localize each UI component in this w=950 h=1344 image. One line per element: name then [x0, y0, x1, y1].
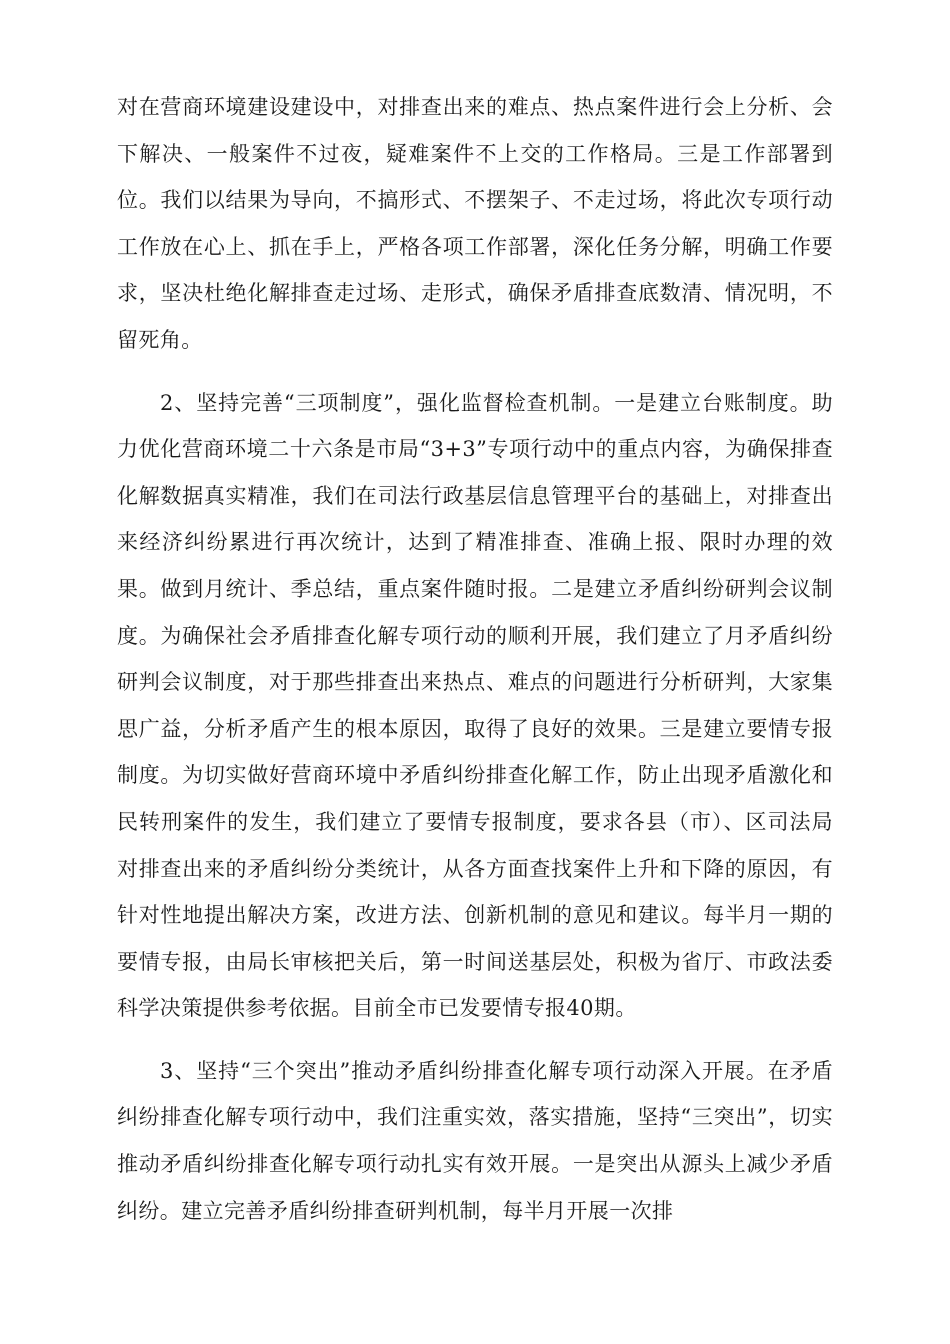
- document-body: [117, 84, 833, 1234]
- paragraph-three-systems: 2、坚持完善“三项制度”，强化监督检查机制。一是建立台账制度。助力优化营商环境二十六条是市局“3+3”专项行动中的重点内容，为确保排查化解数据真实精准，我们在司法行政基层信息管理平台的基础上，对排查出来经济纠纷累进行再次统计，达到了精准排查、准确上报、限时办理的效果。做到月统计、季总结，重点案件随时报。二是建立矛盾纠纷研判会议制度。为确保社会矛盾排查化解专项行动的顺利开展，我们建立了月矛盾纠纷研判会议制度，对于那些排查出来热点、难点的问题进行分析研判，大家集思广益，分析矛盾产生的根本原因，取得了良好的效果。三是建立要情专报制度。为切实做好营商环境中矛盾纠纷排查化解工作，防止出现矛盾激化和民转刑案件的发生，我们建立了要情专报制度，要求各县（市）、区司法局对排查出来的矛盾纠纷分类统计，从各方面查找案件上升和下降的原因，有针对性地提出解决方案，改进方法、创新机制的意见和建议。每半月一期的要情专报，由局长审核把关后，第一时间送基层处，积极为省厅、市政法委科学决策提供参考依据。目前全市已发要情专报40期。: [117, 390, 833, 1021]
- paragraph-continuation: 对在营商环境建设建设中，对排查出来的难点、热点案件进行会上分析、会下解决、一般案件不过夜，疑难案件不上交的工作格局。三是工作部署到位。我们以结果为导向，不搞形式、不摆架子、不走过场，将此次专项行动工作放在心上、抓在手上，严格各项工作部署，深化任务分解，明确工作要求，坚决杜绝化解排查走过场、走形式，确保矛盾排查底数清、情况明，不留死角。: [117, 95, 833, 352]
- paragraph-three-highlights: 3、坚持“三个突出”推动矛盾纠纷排查化解专项行动深入开展。在矛盾纠纷排查化解专项行动中，我们注重实效，落实措施，坚持“三突出”，切实推动矛盾纠纷排查化解专项行动扎实有效开展。一是突出从源头上减少矛盾纠纷。建立完善矛盾纠纷排查研判机制，每半月开展一次排: [117, 1058, 833, 1223]
